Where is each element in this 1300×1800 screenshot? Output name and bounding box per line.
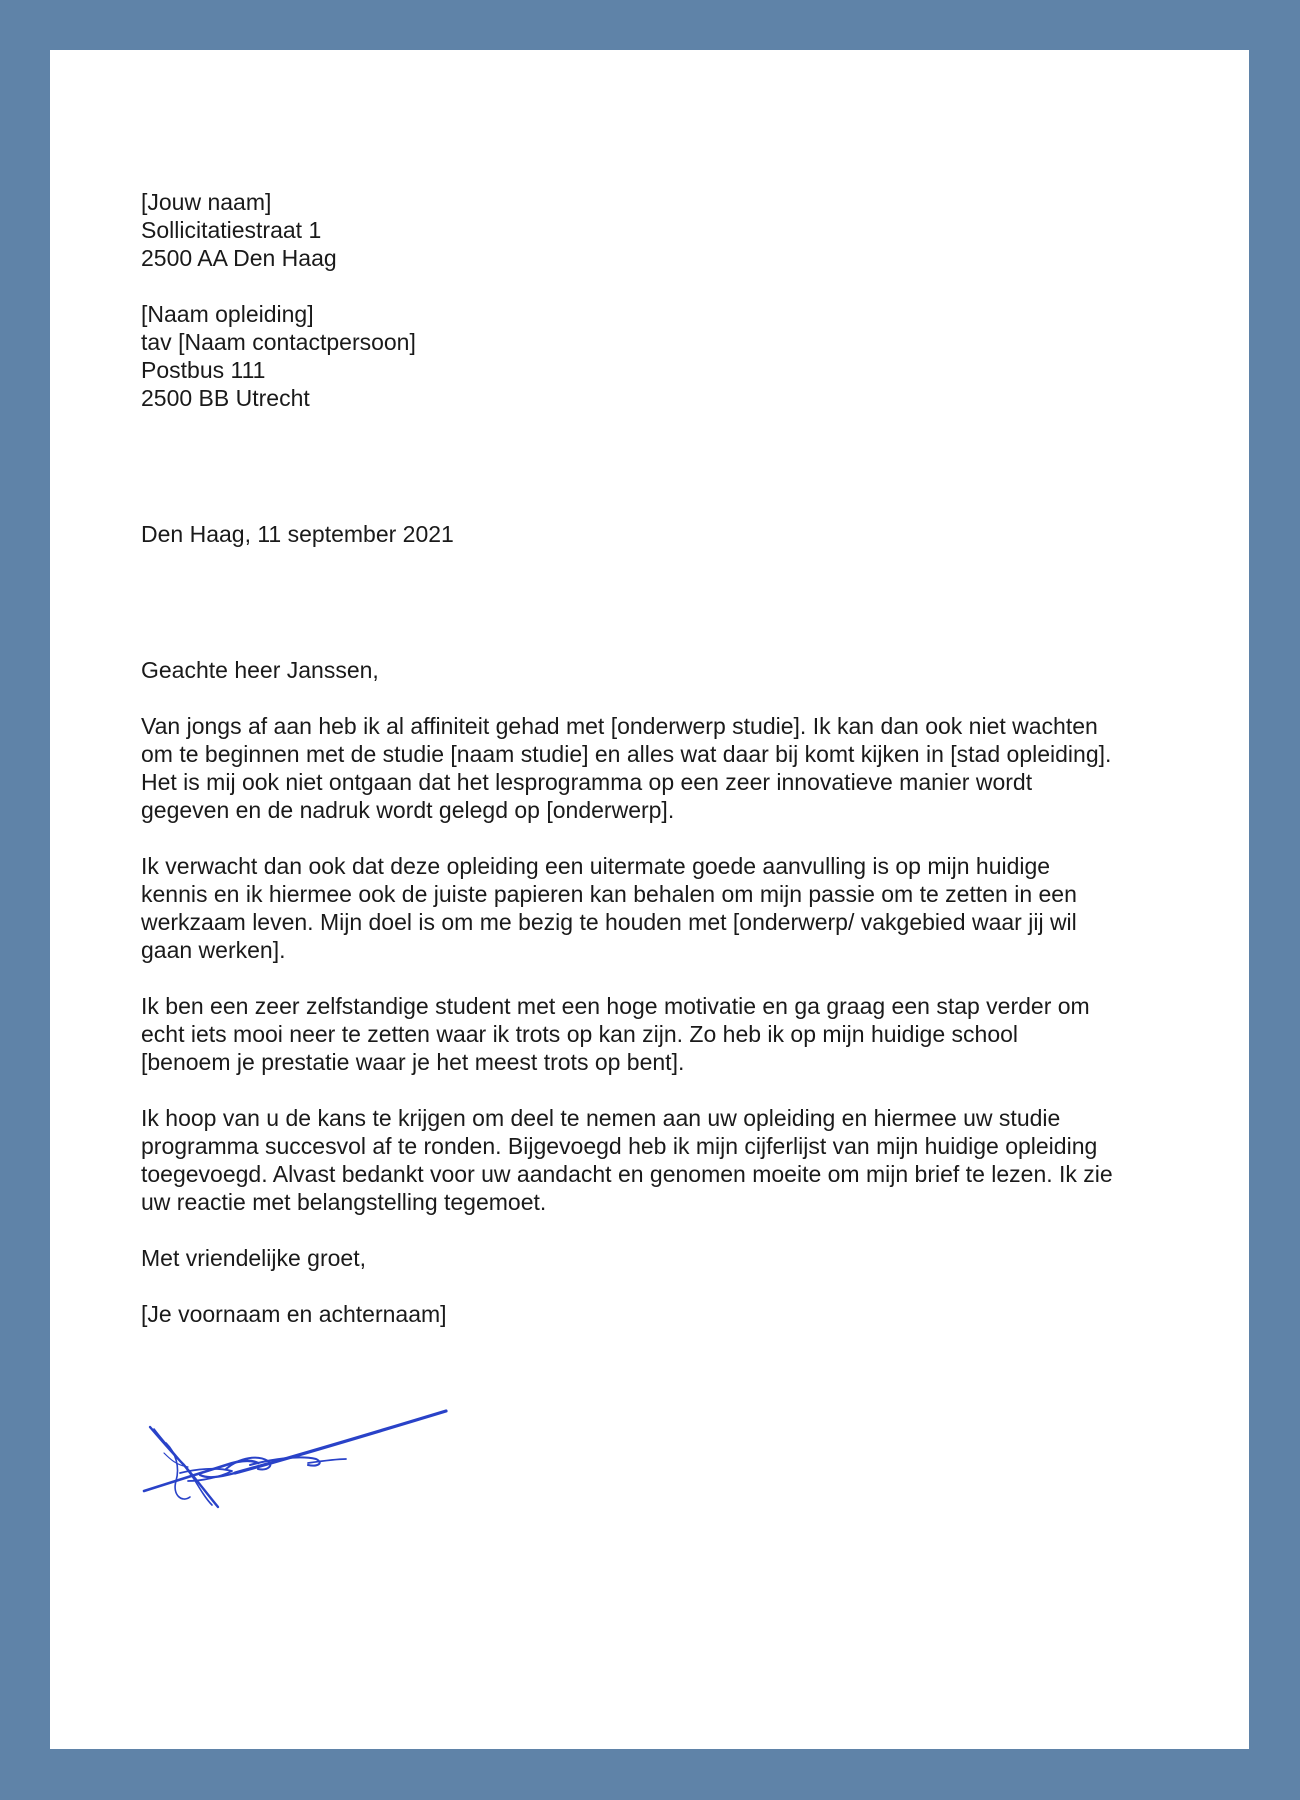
body-line: Ik ben een zeer zelfstandige student met een hoge motivatie en ga graag een stap verder om [141,993,1090,1019]
body-line: werkzaam leven. Mijn doel is om me bezig te houden met [onderwerp/ vakgebied waar jij wil [141,909,1077,935]
body-line: Ik hoop van u de kans te krijgen om deel te nemen aan uw opleiding en hiermee uw studie [141,1105,1061,1131]
signature-icon [140,1403,450,1521]
body-line: om te beginnen met de studie [naam studie] en alles wat daar bij komt kijken in [stad opleiding]. [141,741,1112,767]
body-line: gaan werken]. [141,937,286,963]
date-line: Den Haag, 11 september 2021 [141,521,454,547]
body-line: [benoem je prestatie waar je het meest trots op bent]. [141,1049,685,1075]
sender-address [141,188,1141,272]
letter-body [141,712,1141,1216]
body-line: uw reactie met belangstelling tegemoet. [141,1189,547,1215]
letter-content [141,188,1141,1328]
body-line: toegevoegd. Alvast bedankt voor uw aandacht en genomen moeite om mijn brief te lezen. Ik zie [141,1161,1113,1187]
body-paragraph-4 [141,1104,1141,1216]
body-line: programma succesvol af te ronden. Bijgevoegd heb ik mijn cijferlijst van mijn huidige opleiding [141,1133,1098,1159]
recipient-institution: [Naam opleiding] [141,301,314,327]
closing-greeting: Met vriendelijke groet, [141,1245,366,1271]
salutation: Geachte heer Janssen, [141,657,379,683]
body-line: gegeven en de nadruk wordt gelegd op [onderwerp]. [141,797,675,823]
recipient-city: 2500 BB Utrecht [141,385,310,411]
sender-city: 2500 AA Den Haag [141,245,337,271]
body-line: Het is mij ook niet ontgaan dat het lesprogramma op een zeer innovatieve manier wordt [141,769,1033,795]
signature-name: [Je voornaam en achternaam] [141,1301,447,1327]
sender-name: [Jouw naam] [141,189,272,215]
body-paragraph-3 [141,992,1141,1076]
recipient-postbus: Postbus 111 [141,357,266,383]
recipient-address [141,300,1141,412]
body-paragraph-1 [141,712,1141,824]
sender-street: Sollicitatiestraat 1 [141,217,322,243]
recipient-attention: tav [Naam contactpersoon] [141,329,416,355]
body-line: echt iets mooi neer te zetten waar ik trots op kan zijn. Zo heb ik op mijn huidige school [141,1021,1019,1047]
body-paragraph-2 [141,852,1141,964]
body-line: kennis en ik hiermee ook de juiste papieren kan behalen om mijn passie om te zetten in een [141,881,1077,907]
body-line: Van jongs af aan heb ik al affiniteit gehad met [onderwerp studie]. Ik kan dan ook niet wachten [141,713,1098,739]
body-line: Ik verwacht dan ook dat deze opleiding een uitermate goede aanvulling is op mijn huidige [141,853,1051,879]
